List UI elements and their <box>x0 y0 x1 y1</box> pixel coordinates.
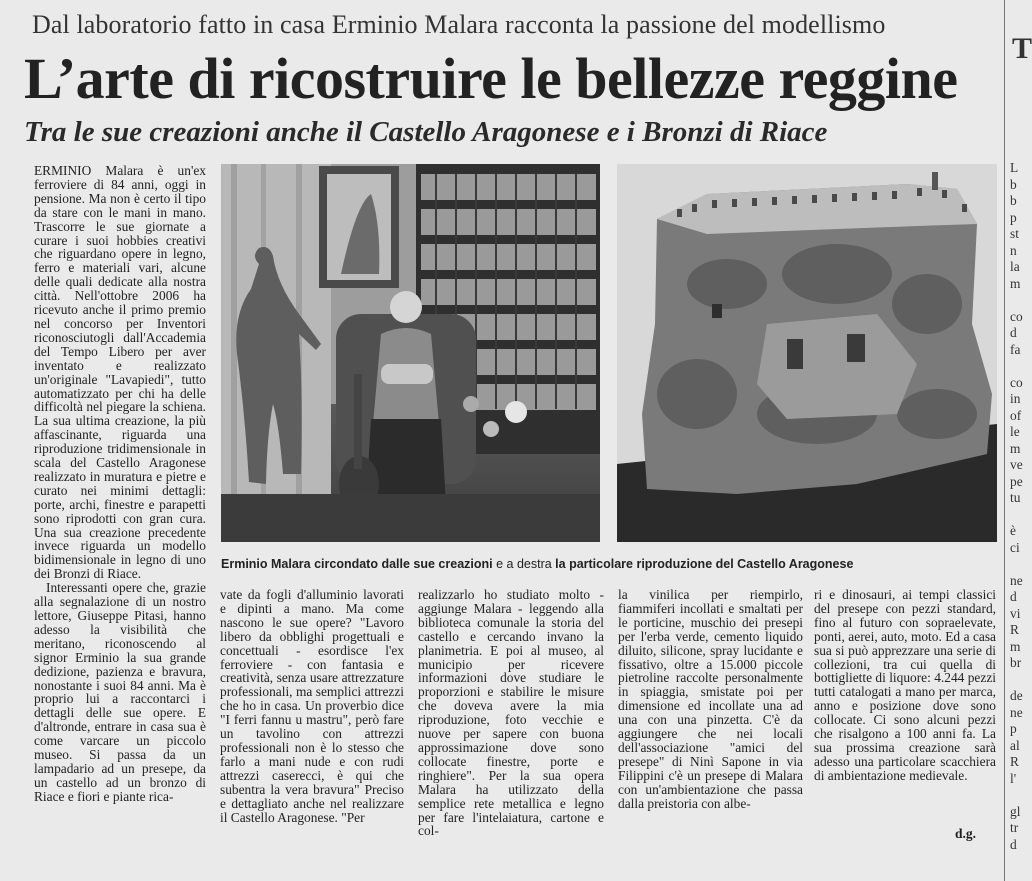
column-3-paragraph-1: realizzarlo ho studiato molto - aggiunge Malara - leggendo alla biblioteca comunale la storia del castello e cercando invano la planimetria. E poi al museo, al municipio per ricevere informazioni dove studiare le proporzioni e stabilire le misure che doveva avere la mia riproduzione, foto vecchie e nuove per sapere con buona approssimazione dove sono collocate finestre, porte e ringhiere". Per la sua opera Malara ha utilizzato della semplice rete metallica e legno per fare l'intelaiatura, cartone e col- <box>418 587 604 839</box>
neighbor-line-fragment: m <box>1010 638 1021 654</box>
neighbor-line-fragment: vi <box>1010 605 1021 621</box>
neighbor-article-headline-fragment: T <box>1012 32 1032 65</box>
column-5-paragraph-1: ri e dinosauri, ai tempi classici del presepe con pezzi standard, fino al futuro con sopraelevate, ponti, aerei, auto, moto. Ed a casa sua si può apprezzare una serie di collezioni, tra cui quella di bottigliette di liquore: 4.244 pezzi tutti catalogati a mano per marca, anno e posizione dove sono collocate. Ci sono alcuni pezzi che risalgono a 100 anni fa. La sua prossima creazione sarà adesso una particolare scacchiera di ambientazione medievale. <box>814 587 996 783</box>
neighbor-line-fragment: co <box>1010 308 1023 324</box>
neighbor-line-fragment: le <box>1010 424 1020 439</box>
neighbor-line-fragment: pe <box>1010 473 1023 489</box>
neighbor-line-fragment: d <box>1010 836 1017 852</box>
neighbor-line-fragment: p <box>1010 721 1017 736</box>
column-1-paragraph-1: ERMINIO Malara è un'ex ferroviere di 84 anni, oggi in pensione. Ma non è certo il tipo da stare con le mani in mano. Trascorre le sue giornate a curare i suoi hobbies creativi che riguardano opere in legno, ferro e materiali vari, alcune delle quali dedicate alla nostra città. Nell'ottobre 2006 ha ricevuto anche il primo premio nel concorso per Inventori riconosciutogli dall'Accademia del Tempo Libero per aver inventato e realizzato un'originale "Lavapiedi", tutto automatizzato per chi ha delle difficoltà nel piegare la schiena. La sua ultima creazione, la più affascinante, riguarda una riproduzione tridimensionale in scala del Castello Aragonese realizzato in muratura e pietre e curato nei minimi dettagli: porte, archi, finestre e parapetti sono riprodotti con gran cura. Una sua creazione precedente invece riguarda un modello bidimensionale in legno di uno dei Bronzi di Riace. <box>34 163 206 582</box>
neighbor-line-fragment <box>1010 787 1024 804</box>
article-column-2 <box>220 588 404 860</box>
neighbor-line-fragment: la <box>1010 259 1020 274</box>
neighbor-line-fragment: l' <box>1010 770 1017 786</box>
neighbor-article-text-fragment <box>1010 160 1024 860</box>
neighbor-line-fragment: p <box>1010 209 1017 225</box>
neighbor-line-fragment: ve <box>1010 457 1023 472</box>
column-divider-rule <box>1004 0 1005 881</box>
neighbor-line-fragment: d <box>1010 589 1017 604</box>
neighbor-line-fragment: b <box>1010 193 1017 208</box>
article-column-5 <box>814 588 996 828</box>
neighbor-line-fragment <box>1010 507 1024 524</box>
article-byline: d.g. <box>955 826 977 841</box>
article-subhead: Tra le sue creazioni anche il Castello Aragonese e i Bronzi di Riace <box>24 116 828 148</box>
neighbor-line-fragment: br <box>1010 655 1022 670</box>
neighbor-line-fragment: fa <box>1010 341 1021 357</box>
neighbor-line-fragment: ci <box>1010 539 1020 555</box>
neighbor-line-fragment: n <box>1010 242 1017 258</box>
neighbor-line-fragment: gl <box>1010 803 1021 819</box>
article-headline: L’arte di ricostruire le bellezze reggine <box>24 46 958 111</box>
neighbor-line-fragment <box>1010 672 1024 689</box>
caption-connector: e a destra <box>492 557 556 571</box>
photo-malara-illustration <box>221 164 600 542</box>
neighbor-line-fragment: m <box>1010 275 1021 291</box>
column-4-paragraph-1: la vinilica per riempirlo, fiammiferi incollati e smaltati per le porticine, muschio dei presepi per l'erba verde, cemento liquido diluito, silicone, spray lucidante e fissativo, oltre a 15.000 piccole pietroline raccolte personalmente in spiaggia, smistate poi per dimensione ed incollate una ad una con una pinzetta. C'è da aggiungere che nei locali dell'associazione "amici del presepe" di Ninì Sapone in via Filippini c'è un presepe di Malara con un'ambientazione che passa dalla preistoria con albe- <box>618 587 803 811</box>
neighbor-line-fragment: al <box>1010 737 1020 753</box>
neighbor-line-fragment: R <box>1010 622 1019 637</box>
neighbor-line-fragment: tu <box>1010 490 1021 505</box>
column-2-paragraph-1: vate da fogli d'alluminio lavorati e dipinti a mano. Ma come nascono le sue opere? "Lavoro libero da obblighi progettuali e concettuali - esordisce l'ex ferroviere - con fantasia e creatività, senza usare attrezzature professionali, ma semplici attrezzi che ho in casa. Un proverbio dice "I ferri fannu u mastru", però fare un tavolino con attrezzi professionali non è lo stesso che farlo a mani nude e con rudi attrezzi casereccі, è qui che subentra la vera bravura" Preciso e dettagliato anche nel realizzare il Castello Aragonese. "Per <box>220 587 404 825</box>
neighbor-line-fragment: ne <box>1010 572 1023 588</box>
neighbor-line-fragment <box>1010 358 1024 375</box>
neighbor-line-fragment: co <box>1010 374 1023 390</box>
photo-caption <box>221 557 1001 571</box>
neighbor-line-fragment: st <box>1010 226 1019 241</box>
article-kicker: Dal laboratorio fatto in casa Erminio Malara racconta la passione del modellismo <box>32 10 886 39</box>
photo-malara-with-creations <box>221 164 600 542</box>
neighbor-line-fragment: è <box>1010 523 1016 538</box>
article-column-4 <box>618 588 803 860</box>
neighbor-line-fragment <box>1010 556 1024 573</box>
neighbor-line-fragment: b <box>1010 176 1017 192</box>
photo-castello-aragonese-model <box>617 164 997 542</box>
neighbor-line-fragment: d <box>1010 325 1017 340</box>
neighbor-line-fragment: m <box>1010 440 1021 456</box>
neighbor-line-fragment: de <box>1010 688 1023 703</box>
neighbor-line-fragment: tr <box>1010 820 1019 835</box>
neighbor-line-fragment: in <box>1010 391 1021 406</box>
neighbor-line-fragment <box>1010 292 1024 309</box>
article-column-1 <box>34 164 206 860</box>
neighbor-line-fragment: L <box>1010 160 1019 175</box>
column-1-paragraph-2: Interessanti opere che, grazie alla segnalazione di un nostro lettore, Giuseppe Pitasi, hanno adesso la visibilità che meritano, riconoscendo al signor Erminio la sua grande dedizione, pazienza e bravura, nonostante i suoi 84 anni. Ma è proprio lui a raccontarci i dettagli delle sue opere. E d'altronde, entrare in casa sua è come varcare un piccolo museo. Si passa da un lampadario ad un presepe, da un castello ad un bronzo di Riace e fiori e piante rica- <box>34 580 206 804</box>
castle-model-illustration <box>617 164 997 542</box>
neighbor-line-fragment: of <box>1010 407 1022 423</box>
article-column-3 <box>418 588 604 860</box>
neighbor-line-fragment: R <box>1010 754 1019 769</box>
caption-right-subject: la particolare riproduzione del Castello Aragonese <box>555 557 854 571</box>
neighbor-line-fragment: ne <box>1010 704 1023 720</box>
caption-left-subject: Erminio Malara circondato dalle sue creazioni <box>221 557 493 571</box>
